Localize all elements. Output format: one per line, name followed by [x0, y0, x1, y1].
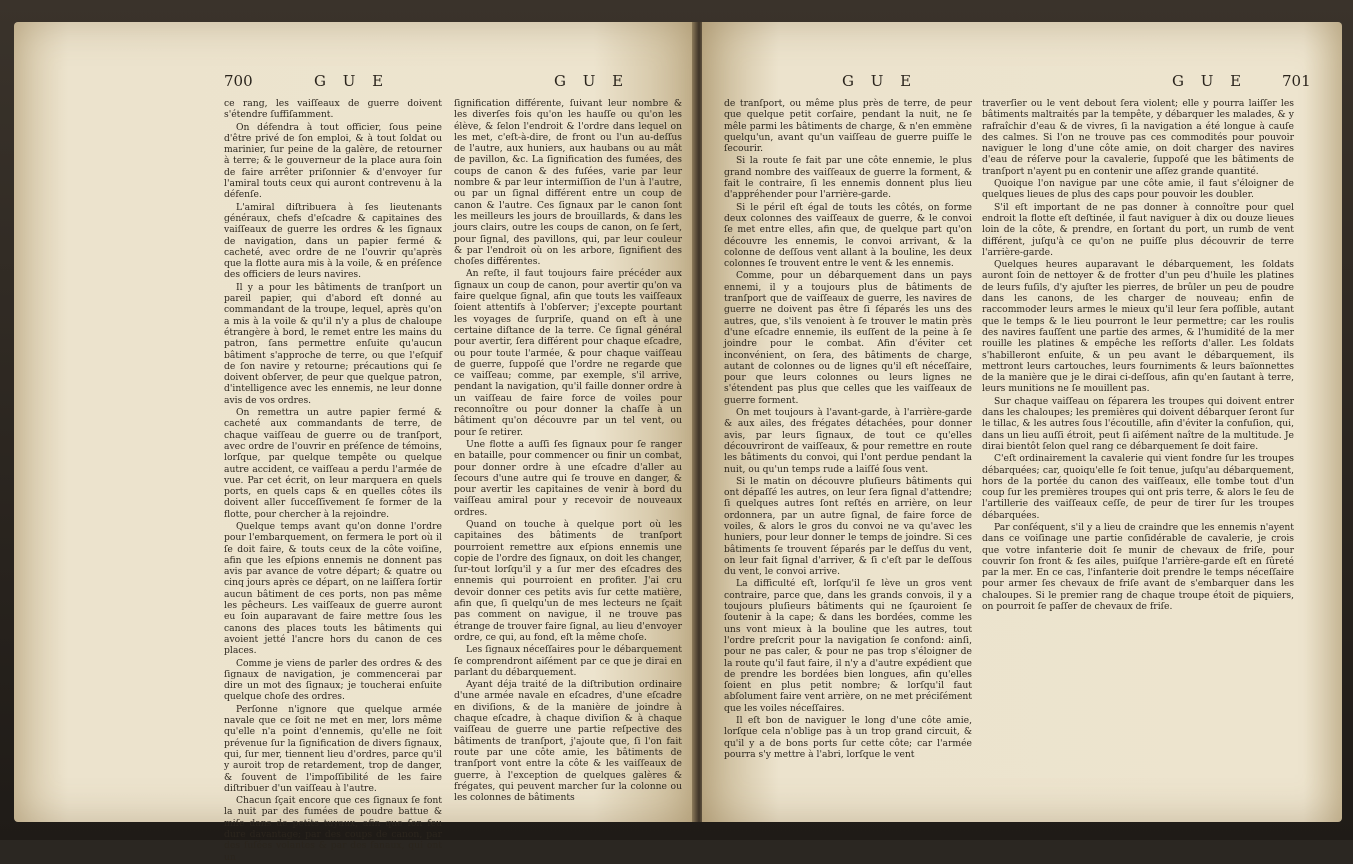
paragraph: Comme je viens de parler des ordres & des ſignaux de navigation, je commencerai par dire un mot des ſignaux; je toucherai enſuite quelque choſe des ordres.	[224, 657, 442, 703]
paragraph: ſignification différente, ſuivant leur nombre & les diverſes fois qu'on les hauſſe ou qu'on les élève, & ſelon l'endroit & l'ordre dans lequel on les met, c'eſt-à-dire, de front ou l'un au-deſſus de l'autre, aux huniers, aux haubans ou au mât de pavillon, &c. La ſignification des fumées, des coups de canon & des fuſées, varie par leur nombre & par leur intermiſſion de l'un à l'autre, ou par un ſignal différent entre un coup de canon & l'autre. Ces ſignaux par le canon ſont les meilleurs les jours de brouillards, & dans les jours clairs, outre les coups de canon, on ſe ſert, pour ſignal, des pavillons, qui, par leur couleur & par l'endroit où on les arbore, ſignifient des choſes différentes.	[454, 98, 682, 268]
page-number-left: 700	[224, 72, 253, 90]
text-column-right-b	[982, 98, 1294, 613]
paragraph: La difficulté eſt, lorſqu'il ſe lève un gros vent contraire, parce que, dans les grands convois, il y a toujours pluſieurs bâtiments qui ne ſçauroient ſe ſoutenir à la cape; & dans les bordées, comme les uns vont mieux à la bouline que les autres, tout l'ordre preſcrit pour la navigation ſe confond: ainſi, pour ne pas caler, & pour ne pas trop s'éloigner de la route qu'il faut faire, il n'y a d'autre expédient que de prendre les bordées bien longues, afin qu'elles ſoient en plus petit nombre; & lorſqu'il faut abſolument faire vent arrière, on ne met préciſément que les voiles néceſſaires.	[724, 578, 972, 714]
paragraph: S'il eſt important de ne pas donner à connoître pour quel endroit la flotte eſt deſtinée, il faut naviguer à dix ou douze lieues loin de la côte, & prendre, en ſortant du port, un rumb de vent différent, juſqu'à ce qu'on ne puiſſe plus découvrir de terre l'arrière-garde.	[982, 201, 1294, 258]
paragraph: Chacun ſçait encore que ces ſignaux ſe font la nuit par des fumées de poudre battue & miſe dans de petits tuyaux, afin que ſon feu dure davantage; par des coups de canon, par des fuſées volantes & par des fanaux, qui ont un	[224, 795, 442, 863]
paragraph: On défendra à tout officier, ſous peine d'être privé de ſon emploi, & à tout ſoldat ou marinier, ſur peine de la galère, de retourner à terre; & le gouverneur de la place aura ſoin de faire arrêter priſonnier & d'envoyer ſur l'amiral touts ceux qui auront contrevenu à la défenſe.	[224, 121, 442, 201]
paragraph: Il eſt bon de naviguer le long d'une côte amie, lorſque cela n'oblige pas à un trop grand circuit, & qu'il y a de bons ports ſur cette côte; car l'armée pourra s'y mettre à l'abri, lorſque le vent	[724, 715, 972, 760]
paragraph: On remettra un autre papier fermé & cacheté aux commandants de terre, de chaque vaiſſeau de guerre ou de tranſport, avec ordre de l'ouvrir en préſence de témoins, lorſque, par quelque tempête ou quelque autre accident, ce vaiſſeau a perdu l'armée de vue. Par cet écrit, on leur marquera en quels ports, en quels caps & en quelles côtes ils doivent aller ſucceſſivement ſe former de la flotte, pour chercher à la rejoindre.	[224, 407, 442, 520]
text-column-right-a	[724, 98, 972, 761]
running-head-right-b: G U E	[1172, 72, 1248, 90]
paragraph: Si le matin on découvre pluſieurs bâtiments qui ont dépaſſé les autres, on leur ſera ſignal d'attendre; ſi quelques autres ſont reſtés en arrière, on leur ordonnera, par un autre ſignal, de faire force de voiles, & alors le gros du convoi ne va qu'avec les huniers, pour leur donner le temps de joindre. Si ces bâtiments ſe trouvent ſéparés par le deſſus du vent, on leur fait ſignal d'arriver, & ſi c'eſt par le deſſous du vent, le convoi arrive.	[724, 475, 972, 578]
running-head-left-a: G U E	[314, 72, 390, 90]
paragraph: Quand on touche à quelque port où les capitaines des bâtiments de tranſport pourroient remettre aux eſpions ennemis une copie de l'ordre des ſignaux, on doit les changer, ſur-tout lorſqu'il y a ſur mer des eſcadres des ennemis qui pourroient en profiter. J'ai cru devoir donner ces petits avis ſur cette matière, afin que, ſi quelqu'un de mes lecteurs ne ſçait pas comment on navigue, il ne trouve pas étrange de trouver faire ſignal, au lieu d'envoyer ordre, ce qui, au fond, eſt la même choſe.	[454, 518, 682, 643]
running-head-left-b: G U E	[554, 72, 630, 90]
paragraph: Sur chaque vaiſſeau on ſéparera les troupes qui doivent entrer dans les chaloupes; les premières qui doivent débarquer ſeront ſur le tillac, & les autres ſous l'écoutille, afin d'éviter la confuſion, qui, dans un lieu auſſi étroit, peut ſi aiſément naître de la multitude. Je dirai bientôt ſelon quel rang ce débarquement ſe doit faire.	[982, 395, 1294, 452]
paragraph: On met toujours à l'avant-garde, à l'arrière-garde & aux ailes, des frégates détachées, pour donner avis, par leurs ſignaux, de tout ce qu'elles découvriront de vaiſſeaux, & pour remettre en route les bâtiments du convoi, qui l'ont perdue pendant la nuit, ou qu'un temps rude a laiſſé ſous vent.	[724, 407, 972, 475]
paragraph: L'amiral diſtribuera à ſes lieutenants généraux, chefs d'eſcadre & capitaines des vaiſſeaux de guerre les ordres & les ſignaux de navigation, dans un papier fermé & cacheté, avec ordre de ne l'ouvrir qu'après que la flotte aura mis à la voile, & en préſence des officiers de leurs navires.	[224, 201, 442, 281]
paragraph: Quoique l'on navigue par une côte amie, il faut s'éloigner de quelques lieues de plus des caps pour pouvoir les doubler.	[982, 178, 1294, 201]
text-column-left-a	[224, 98, 442, 864]
paragraph: traverſier ou le vent debout ſera violent; elle y pourra laiſſer les bâtiments maltraités par la tempête, y débarquer les malades, & y rafraîchir d'eau & de vivres, ſi la navigation a été longue à cauſe des calmes. Si l'on ne trouve pas ces commodités pour pouvoir naviguer le long d'une côte amie, on doit charger des navires d'eau de réſerve pour la cavalerie, ſuppoſé que les bâtiments de tranſport n'ayent pu en contenir une aſſez grande quantité.	[982, 98, 1294, 177]
running-head-right-a: G U E	[842, 72, 918, 90]
paragraph: de tranſport, ou même plus près de terre, de peur que quelque petit corſaire, pendant la nuit, ne ſe mêle parmi les bâtiments de charge, & n'en emmène quelqu'un, avant qu'un vaiſſeau de guerre puiſſe le ſecourir.	[724, 98, 972, 155]
paragraph: Par conſéquent, s'il y a lieu de craindre que les ennemis n'ayent dans ce voiſinage une partie conſidérable de cavalerie, je crois que votre infanterie doit ſe munir de chevaux de friſe, pour couvrir ſon front & ſes ailes, puiſque l'arrière-garde eſt en ſûreté par la mer. En ce cas, l'infanterie doit prendre le temps néceſſaire pour armer ſes chevaux de friſe avant de s'embarquer dans les chaloupes. Si le premier rang de chaque troupe étoit de piquiers, on pourroit ſe paſſer de chevaux de friſe.	[982, 521, 1294, 613]
paragraph: Si la route ſe fait par une côte ennemie, le plus grand nombre des vaiſſeaux de guerre la forment, & fait le contraire, ſi les ennemis donnent plus lieu d'appréhender pour l'arrière-garde.	[724, 155, 972, 201]
page-number-right: 701	[1282, 72, 1311, 90]
right-page	[702, 22, 1342, 822]
paragraph: Il y a pour les bâtiments de tranſport un pareil papier, qui d'abord eſt donné au commandant de la troupe, lequel, après qu'on a mis à la voile & qu'il n'y a plus de chaloupe étrangère à bord, le remet entre les mains du patron, ſans permettre enſuite qu'aucun bâtiment s'approche de terre, ou que l'eſquif de ſon navire y retourne; précautions qui ſe doivent obſerver, de peur que quelque patron, d'intelligence avec les ennemis, ne leur donne avis de vos ordres.	[224, 281, 442, 406]
paragraph: Si le péril eſt égal de touts les côtés, on forme deux colonnes des vaiſſeaux de guerre, & le convoi ſe met entre elles, afin que, de quelque part qu'on découvre les ennemis, le convoi arrivant, & la colonne de deſſous vent allant à la bouline, les deux colonnes ſe trouvent entre le vent & les ennemis.	[724, 201, 972, 270]
paragraph: C'eſt ordinairement la cavalerie qui vient fondre ſur les troupes débarquées; car, quoiqu'elle ſe ſoit tenue, juſqu'au débarquement, hors de la portée du canon des vaiſſeaux, elle tombe tout d'un coup ſur les premières troupes qui ont pris terre, & alors le ſeu de l'artillerie des vaiſſeaux ceſſe, de peur de tirer ſur les troupes débarquées.	[982, 453, 1294, 521]
left-page	[14, 22, 696, 863]
text-column-left-b	[454, 98, 682, 804]
paragraph: Une flotte a auſſi ſes ſignaux pour ſe ranger en bataille, pour commencer ou finir un combat, pour donner ordre à une eſcadre d'aller au ſecours d'une autre qui ſe trouve en danger, & pour avertir les capitaines de venir à bord du vaiſſeau amiral pour y recevoir de nouveaux ordres.	[454, 438, 682, 518]
paragraph: Perſonne n'ignore que quelque armée navale que ce ſoit ne met en mer, lors même qu'elle n'a point d'ennemis, qu'elle ne ſoit prévenue ſur la ſignification de divers ſignaux, qui, ſur mer, tiennent lieu d'ordres, parce qu'il y auroit trop de retardement, trop de danger, & ſouvent de l'impoſſibilité de les faire diſtribuer d'un vaiſſeau à l'autre.	[224, 703, 442, 794]
paragraph: Quelques heures auparavant le débarquement, les ſoldats auront ſoin de nettoyer & de frotter d'un peu d'huile les platines de leurs fuſils, d'y ajuſter les pierres, de brûler un peu de poudre dans les canons, de les charger de nouveau; enfin de raccommoder leurs armes le mieux qu'il leur ſera poſſible, autant que le temps & le lieu pourront le leur permettre; car les roulis des navires fauſſent une partie des armes, & l'humidité de la mer rouille les platines & empêche les reſſorts d'aller. Les ſoldats s'habilleront enſuite, & un peu avant le débarquement, ils mettront leurs cartouches, leurs fourniments & leurs baïonnettes de la manière que je le dirai ci-deſſous, afin qu'en ſautant à terre, leurs munitions ne ſe mouillent pas.	[982, 259, 1294, 395]
paragraph: Quelque temps avant qu'on donne l'ordre pour l'embarquement, on fermera le port où il ſe doit faire, & touts ceux de la côte voiſine, afin que les eſpions ennemis ne donnent pas avis par avance de votre départ; & quatre ou cinq jours après ce départ, on ne laiſſera ſortir aucun bâtiment de ces ports, non pas même les pêcheurs. Les vaiſſeaux de guerre auront eu ſoin auparavant de faire mettre ſous les canons des places touts les bâtiments qui avoient jetté l'ancre hors du canon de ces places.	[224, 520, 442, 657]
paragraph: ce rang, les vaiſſeaux de guerre doivent s'étendre ſuffiſamment.	[224, 98, 442, 121]
paragraph: An reſte, il faut toujours faire précéder aux ſignaux un coup de canon, pour avertir qu'on va faire quelque ſignal, afin que touts les vaiſſeaux ſoient attentifs à l'obſerver; j'excepte pourtant les voyages de ſurpriſe, quand on eſt à une certaine diſtance de la terre. Ce ſignal général pour avertir, ſera différent pour chaque eſcadre, ou pour toute l'armée, & pour chaque vaiſſeau de guerre, ſuppoſé que l'ordre ne regarde que ce vaiſſeau; comme, par exemple, s'il arrive, pendant la navigation, qu'il faille donner ordre à un vaiſſeau de faire force de voiles pour reconnoître ou pour donner la chaſſe à un bâtiment qu'on découvre par un tel vent, ou pour ſe retirer.	[454, 268, 682, 438]
paragraph: Les ſignaux néceſſaires pour le débarquement ſe comprendront aiſément par ce que je dirai en parlant du débarquement.	[454, 644, 682, 678]
paragraph: Ayant déja traité de la diſtribution ordinaire d'une armée navale en eſcadres, d'une eſcadre en diviſions, & de la manière de joindre à chaque eſcadre, à chaque diviſion & à chaque vaiſſeau de guerre une partie reſpective des bâtiments de tranſport, j'ajoute que, ſi l'on fait route par une côte amie, les bâtiments de tranſport vont entre la côte & les vaiſſeaux de guerre, à l'exception de quelques galères & frégates, qui peuvent marcher ſur la colonne ou les colonnes de bâtiments	[454, 679, 682, 804]
paragraph: Comme, pour un débarquement dans un pays ennemi, il y a toujours plus de bâtiments de tranſport que de vaiſſeaux de guerre, les navires de guerre ne doivent pas être ſi ſéparés les uns des autres, que, s'ils venoient à ſe trouver le matin près d'une eſcadre ennemie, ils euſſent de la peine à ſe joindre pour le combat. Afin d'éviter cet inconvénient, on ſera, des bâtiments de charge, autant de colonnes ou de lignes qu'il eſt néceſſaire, pour que leurs colonnes ou leurs lignes ne s'étendent pas plus que celles que les vaiſſeaux de guerre forment.	[724, 270, 972, 406]
